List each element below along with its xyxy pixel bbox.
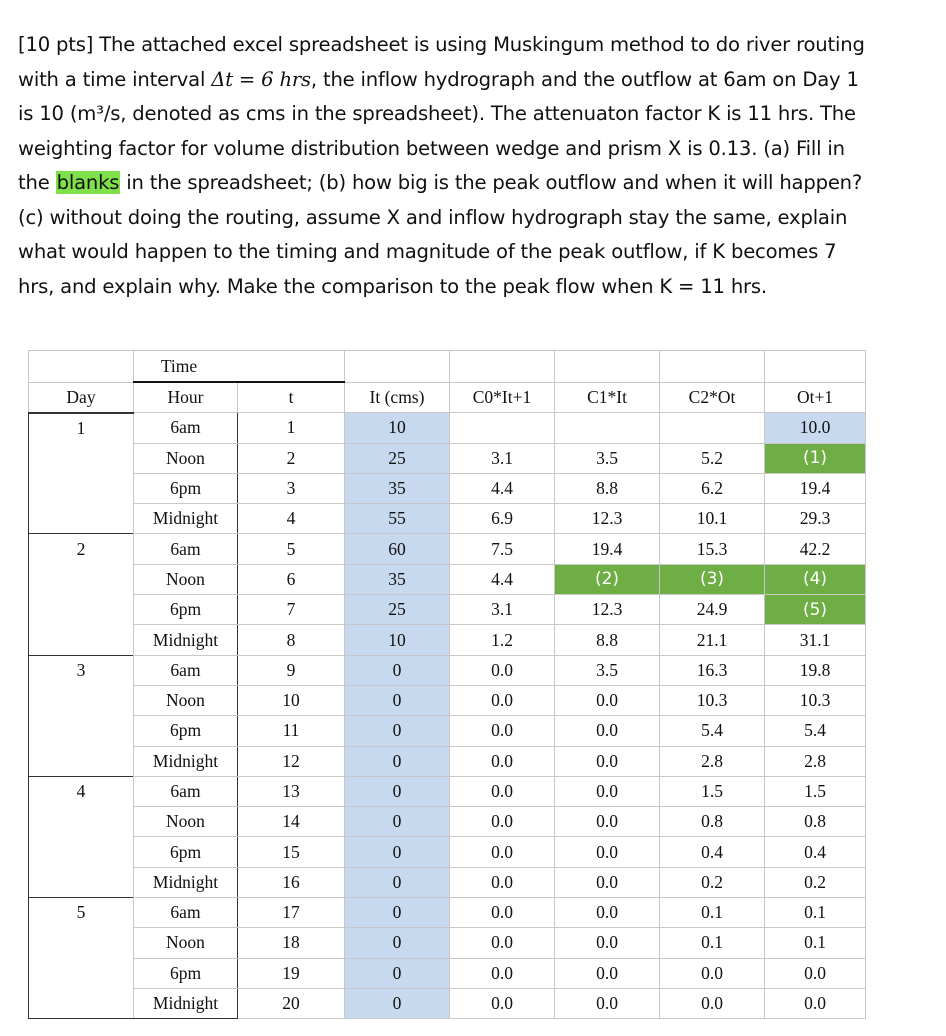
inflow-cell: 0 (345, 867, 450, 897)
question-line-8: hrs, and explain why. Make the comparison to the peak flow when K = 11 hrs. (18, 274, 767, 298)
hour-cell: 6pm (134, 837, 238, 867)
table-row (29, 716, 866, 746)
time-interval-math: Δt = 6 hrs (211, 67, 311, 91)
question-line-2-start: with a time interval (18, 67, 212, 91)
day-cell (29, 685, 134, 715)
table-row (29, 776, 866, 806)
c0-cell (450, 413, 555, 443)
question-line-2 (18, 63, 933, 98)
c0-cell: 7.5 (450, 534, 555, 564)
question-line-3: is 10 (m³/s, denoted as cms in the spreadsheet). The attenuaton factor K is 11 hrs. The (18, 102, 856, 125)
c0-cell: 0.0 (450, 867, 555, 897)
table-row (29, 685, 866, 715)
blank-header-cell (660, 351, 765, 383)
c1-cell: 0.0 (555, 716, 660, 746)
header-c0: C0*It+1 (450, 382, 555, 413)
hour-cell: Midnight (134, 988, 238, 1018)
day-cell (29, 504, 134, 534)
hour-cell: 6am (134, 898, 238, 928)
routing-spreadsheet (28, 350, 866, 1019)
c0-cell: 3.1 (450, 443, 555, 473)
c0-cell: 4.4 (450, 473, 555, 503)
c1-cell: 3.5 (555, 655, 660, 685)
t-cell: 4 (238, 504, 345, 534)
c0-cell: 3.1 (450, 595, 555, 625)
inflow-cell: 35 (345, 564, 450, 594)
inflow-cell: 0 (345, 716, 450, 746)
c0-cell: 0.0 (450, 988, 555, 1018)
c0-cell: 0.0 (450, 928, 555, 958)
day-cell (29, 473, 134, 503)
t-cell: 5 (238, 534, 345, 564)
inflow-cell: 0 (345, 807, 450, 837)
day-cell (29, 564, 134, 594)
c1-cell: 0.0 (555, 807, 660, 837)
table-row (29, 928, 866, 958)
hour-cell: 6am (134, 655, 238, 685)
c1-cell: 12.3 (555, 595, 660, 625)
inflow-cell: 10 (345, 413, 450, 443)
c2-cell: 0.4 (660, 837, 765, 867)
inflow-cell: 25 (345, 443, 450, 473)
c2-cell: 21.1 (660, 625, 765, 655)
header-day: Day (29, 382, 134, 413)
c0-cell: 0.0 (450, 898, 555, 928)
c2-cell: 10.3 (660, 685, 765, 715)
c1-cell: 0.0 (555, 928, 660, 958)
question-line-5-start: the (18, 171, 56, 194)
hour-cell: 6am (134, 534, 238, 564)
t-cell: 2 (238, 443, 345, 473)
t-cell: 17 (238, 898, 345, 928)
c2-cell: 0.0 (660, 988, 765, 1018)
outflow-cell: 2.8 (765, 746, 866, 776)
blanks-highlight: blanks (56, 171, 120, 194)
hour-cell: 6pm (134, 716, 238, 746)
question-line-1: [10 pts] The attached excel spreadsheet is using Muskingum method to do river routing (18, 33, 865, 56)
c2-cell: 5.4 (660, 716, 765, 746)
question-line-5-end: in the spreadsheet; (b) how big is the peak outflow and when it will happen? (120, 171, 863, 194)
table-row (29, 746, 866, 776)
t-cell: 11 (238, 716, 345, 746)
c2-cell: 10.1 (660, 504, 765, 534)
t-cell: 1 (238, 413, 345, 443)
day-cell (29, 837, 134, 867)
hour-cell: Midnight (134, 867, 238, 897)
c2-cell (660, 413, 765, 443)
outflow-cell: 1.5 (765, 776, 866, 806)
day-cell (29, 746, 134, 776)
day-cell (29, 928, 134, 958)
table-row (29, 867, 866, 897)
table-row (29, 898, 866, 928)
blank-header-cell (450, 351, 555, 383)
c2-cell: 16.3 (660, 655, 765, 685)
outflow-cell: 42.2 (765, 534, 866, 564)
day-cell: 2 (29, 534, 134, 564)
hour-cell: 6am (134, 776, 238, 806)
hour-cell: Noon (134, 807, 238, 837)
header-c2: C2*Ot (660, 382, 765, 413)
day-cell (29, 807, 134, 837)
table-row (29, 837, 866, 867)
c0-cell: 0.0 (450, 655, 555, 685)
hour-cell: 6pm (134, 473, 238, 503)
blank-2-cell: (2) (555, 564, 660, 594)
inflow-cell: 0 (345, 837, 450, 867)
header-outflow: Ot+1 (765, 382, 866, 413)
day-cell (29, 958, 134, 988)
outflow-cell: 0.1 (765, 898, 866, 928)
c2-cell: 1.5 (660, 776, 765, 806)
c1-cell: 0.0 (555, 837, 660, 867)
c1-cell: 0.0 (555, 988, 660, 1018)
blank-4-cell: (4) (765, 564, 866, 594)
hour-cell: 6am (134, 413, 238, 443)
c2-cell: 0.1 (660, 928, 765, 958)
question-line-2-end: , the inflow hydrograph and the outflow at 6am on Day 1 (310, 67, 859, 91)
inflow-cell: 10 (345, 625, 450, 655)
c0-cell: 0.0 (450, 958, 555, 988)
hour-cell: Midnight (134, 504, 238, 534)
t-cell: 13 (238, 776, 345, 806)
t-cell: 15 (238, 837, 345, 867)
question-line-4: weighting factor for volume distribution between wedge and prism X is 0.13. (a) Fill in (18, 136, 845, 160)
hour-cell: Noon (134, 564, 238, 594)
t-cell: 3 (238, 473, 345, 503)
inflow-cell: 55 (345, 504, 450, 534)
c1-cell: 8.8 (555, 625, 660, 655)
inflow-cell: 0 (345, 958, 450, 988)
hour-cell: Midnight (134, 746, 238, 776)
c1-cell: 3.5 (555, 443, 660, 473)
outflow-cell: 0.2 (765, 867, 866, 897)
t-cell: 19 (238, 958, 345, 988)
outflow-cell: 10.3 (765, 685, 866, 715)
table-row (29, 988, 866, 1018)
table-row (29, 534, 866, 564)
c0-cell: 0.0 (450, 837, 555, 867)
question-line-5 (18, 166, 933, 201)
time-group-header (134, 351, 345, 383)
outflow-cell: 10.0 (765, 413, 866, 443)
c2-cell: 15.3 (660, 534, 765, 564)
inflow-cell: 60 (345, 534, 450, 564)
inflow-cell: 0 (345, 928, 450, 958)
c0-cell: 0.0 (450, 716, 555, 746)
c1-cell: 0.0 (555, 685, 660, 715)
hour-cell: 6pm (134, 958, 238, 988)
outflow-cell: 19.4 (765, 473, 866, 503)
c0-cell: 0.0 (450, 776, 555, 806)
t-cell: 16 (238, 867, 345, 897)
header-c1: C1*It (555, 382, 660, 413)
day-cell (29, 625, 134, 655)
table-row (29, 595, 866, 625)
header-inflow: It (cms) (345, 382, 450, 413)
time-header-row (29, 351, 866, 383)
outflow-cell: 0.8 (765, 807, 866, 837)
c1-cell: 19.4 (555, 534, 660, 564)
question-text (18, 28, 933, 304)
table-row (29, 504, 866, 534)
blank-1-cell: (1) (765, 443, 866, 473)
c0-cell: 1.2 (450, 625, 555, 655)
table-row (29, 625, 866, 655)
time-header-label: Time (160, 355, 198, 376)
hour-cell: 6pm (134, 595, 238, 625)
c1-cell: 12.3 (555, 504, 660, 534)
c1-cell (555, 413, 660, 443)
t-cell: 18 (238, 928, 345, 958)
blank-header-cell (765, 351, 866, 383)
c2-cell: 0.0 (660, 958, 765, 988)
table-row (29, 807, 866, 837)
outflow-cell: 5.4 (765, 716, 866, 746)
blank-header-cell (29, 351, 134, 383)
question-line-7: what would happen to the timing and magnitude of the peak outflow, if K becomes 7 (18, 240, 837, 263)
t-cell: 20 (238, 988, 345, 1018)
blank-3-cell: (3) (660, 564, 765, 594)
day-cell: 5 (29, 898, 134, 928)
day-cell: 1 (29, 413, 134, 443)
table-row (29, 564, 866, 594)
inflow-cell: 0 (345, 685, 450, 715)
t-cell: 7 (238, 595, 345, 625)
outflow-cell: 29.3 (765, 504, 866, 534)
c1-cell: 0.0 (555, 776, 660, 806)
blank-header-cell (345, 351, 450, 383)
day-cell (29, 595, 134, 625)
t-cell: 9 (238, 655, 345, 685)
c1-cell: 0.0 (555, 746, 660, 776)
outflow-cell: 0.1 (765, 928, 866, 958)
day-cell (29, 716, 134, 746)
c0-cell: 0.0 (450, 746, 555, 776)
t-cell: 8 (238, 625, 345, 655)
outflow-cell: 19.8 (765, 655, 866, 685)
table-row (29, 443, 866, 473)
table-row (29, 655, 866, 685)
c2-cell: 6.2 (660, 473, 765, 503)
day-cell (29, 988, 134, 1018)
outflow-cell: 0.0 (765, 988, 866, 1018)
day-cell (29, 867, 134, 897)
day-cell (29, 443, 134, 473)
c0-cell: 0.0 (450, 685, 555, 715)
table-row (29, 413, 866, 443)
inflow-cell: 0 (345, 746, 450, 776)
outflow-cell: 0.0 (765, 958, 866, 988)
header-hour: Hour (134, 382, 238, 413)
outflow-cell: 0.4 (765, 837, 866, 867)
inflow-cell: 25 (345, 595, 450, 625)
c1-cell: 0.0 (555, 867, 660, 897)
c2-cell: 5.2 (660, 443, 765, 473)
c0-cell: 6.9 (450, 504, 555, 534)
c0-cell: 4.4 (450, 564, 555, 594)
table-row (29, 473, 866, 503)
t-cell: 10 (238, 685, 345, 715)
hour-cell: Noon (134, 928, 238, 958)
hour-cell: Noon (134, 443, 238, 473)
c1-cell: 8.8 (555, 473, 660, 503)
day-cell: 3 (29, 655, 134, 685)
c2-cell: 0.1 (660, 898, 765, 928)
c2-cell: 0.2 (660, 867, 765, 897)
outflow-cell: 31.1 (765, 625, 866, 655)
inflow-cell: 0 (345, 655, 450, 685)
blank-header-cell (555, 351, 660, 383)
t-cell: 12 (238, 746, 345, 776)
hour-cell: Midnight (134, 625, 238, 655)
c1-cell: 0.0 (555, 958, 660, 988)
c1-cell: 0.0 (555, 898, 660, 928)
inflow-cell: 35 (345, 473, 450, 503)
inflow-cell: 0 (345, 776, 450, 806)
c2-cell: 24.9 (660, 595, 765, 625)
inflow-cell: 0 (345, 988, 450, 1018)
header-t: t (238, 382, 345, 413)
table-row (29, 958, 866, 988)
column-header-row (29, 382, 866, 413)
t-cell: 6 (238, 564, 345, 594)
c0-cell: 0.0 (450, 807, 555, 837)
c2-cell: 2.8 (660, 746, 765, 776)
blank-5-cell: (5) (765, 595, 866, 625)
hour-cell: Noon (134, 685, 238, 715)
t-cell: 14 (238, 807, 345, 837)
inflow-cell: 0 (345, 898, 450, 928)
day-cell: 4 (29, 776, 134, 806)
question-line-6: (c) without doing the routing, assume X and inflow hydrograph stay the same, explain (18, 205, 848, 229)
c2-cell: 0.8 (660, 807, 765, 837)
